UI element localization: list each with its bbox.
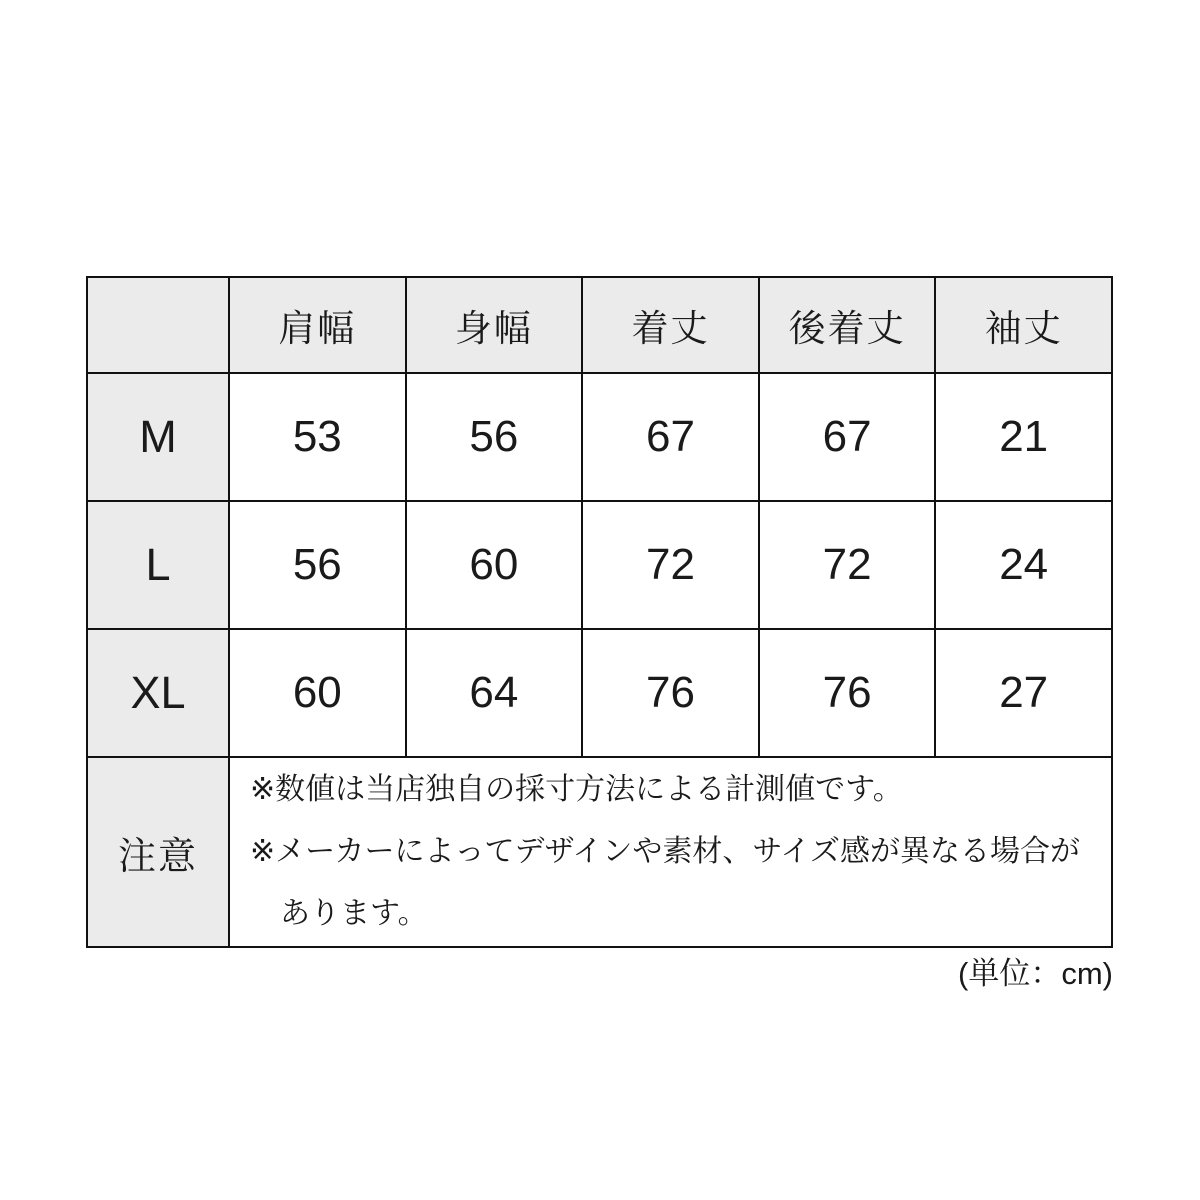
note-line: ※メーカーによってデザインや素材、サイズ感が異なる場合が xyxy=(250,835,1081,868)
measurement-cell: 67 xyxy=(759,373,936,501)
size-label-l: L xyxy=(87,501,229,629)
size-table xyxy=(86,276,1113,948)
measurement-cell: 53 xyxy=(229,373,406,501)
unit-label: (単位：cm) xyxy=(958,956,1113,991)
measurement-cell: 60 xyxy=(229,629,406,757)
size-label-xl: XL xyxy=(87,629,229,757)
measurement-cell: 21 xyxy=(935,373,1112,501)
note-line: ※数値は当店独自の採寸方法による計測値です。 xyxy=(250,773,903,806)
col-header-length: 着丈 xyxy=(582,277,759,373)
measurement-cell: 64 xyxy=(406,629,583,757)
col-header-back-length: 後着丈 xyxy=(759,277,936,373)
measurement-cell: 72 xyxy=(759,501,936,629)
measurement-cell: 67 xyxy=(582,373,759,501)
table-row-m xyxy=(87,373,1112,501)
header-row xyxy=(87,277,1112,373)
note-label: 注意 xyxy=(87,757,229,947)
measurement-cell: 56 xyxy=(406,373,583,501)
col-header-shoulder-width: 肩幅 xyxy=(229,277,406,373)
measurement-cell: 56 xyxy=(229,501,406,629)
measurement-cell: 27 xyxy=(935,629,1112,757)
table-row-xl xyxy=(87,629,1112,757)
size-label-m: M xyxy=(87,373,229,501)
note-row xyxy=(87,757,1112,947)
measurement-cell: 60 xyxy=(406,501,583,629)
measurement-cell: 76 xyxy=(582,629,759,757)
col-header-body-width: 身幅 xyxy=(406,277,583,373)
measurement-cell: 72 xyxy=(582,501,759,629)
note-line: あります。 xyxy=(280,897,428,930)
note-cell xyxy=(229,757,1112,947)
col-header-sleeve-length: 袖丈 xyxy=(935,277,1112,373)
table-row-l xyxy=(87,501,1112,629)
measurement-cell: 76 xyxy=(759,629,936,757)
measurement-cell: 24 xyxy=(935,501,1112,629)
corner-cell xyxy=(87,277,229,373)
